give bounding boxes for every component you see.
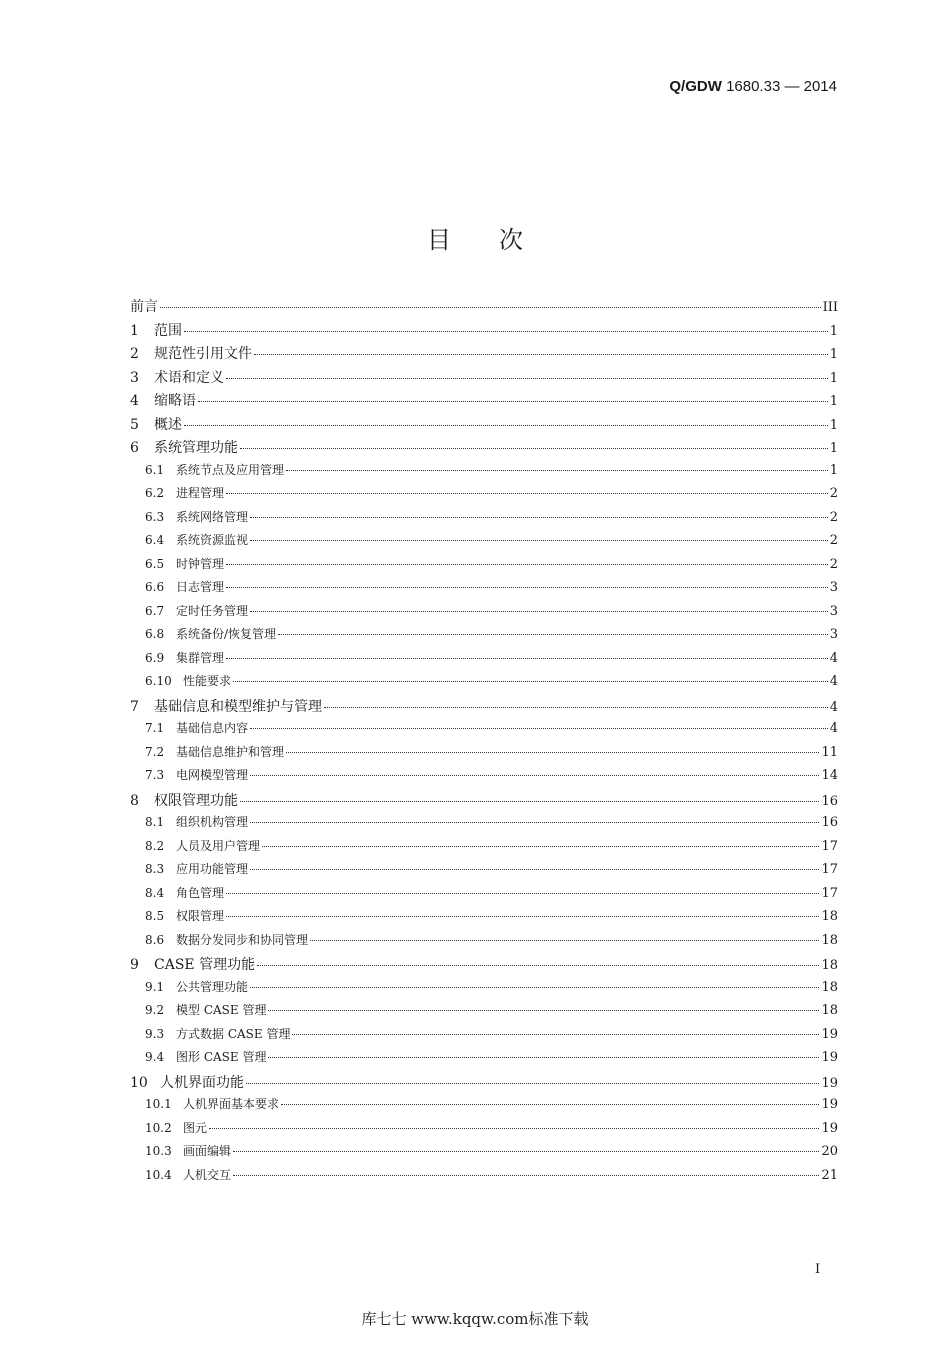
toc-entry-page: 19 — [821, 1097, 838, 1112]
toc-entry-page: III — [822, 300, 838, 315]
toc-entry-label: 人机界面功能 — [160, 1074, 244, 1091]
toc-leader-dots — [233, 680, 828, 682]
toc-entry[interactable] — [130, 1001, 838, 1025]
toc-entry-number: 7 — [130, 698, 139, 715]
toc-entry-label: 范围 — [154, 322, 182, 339]
toc-entry-number: 8.4 — [145, 885, 165, 900]
toc-entry-label: 基础信息维护和管理 — [176, 744, 285, 759]
toc-leader-dots — [226, 492, 828, 494]
toc-entry-label: 前言 — [130, 299, 158, 315]
standard-prefix: Q/GDW — [669, 78, 722, 95]
toc-leader-dots — [250, 774, 819, 776]
toc-entry[interactable] — [130, 672, 838, 696]
toc-leader-dots — [250, 539, 828, 541]
toc-entry-number: 6.9 — [145, 650, 165, 665]
toc-entry-label: 人机界面基本要求 — [183, 1097, 280, 1111]
toc-leader-dots — [292, 1033, 819, 1035]
toc-entry[interactable] — [130, 461, 838, 485]
toc-entry-number: 7.1 — [145, 721, 165, 735]
toc-entry[interactable] — [130, 296, 838, 320]
toc-entry-page: 17 — [821, 862, 838, 877]
toc-entry[interactable] — [130, 954, 838, 978]
toc-leader-dots — [226, 892, 819, 894]
toc-entry-number: 6.6 — [145, 580, 165, 594]
toc-entry-page: 1 — [829, 441, 838, 456]
toc-leader-dots — [281, 1103, 819, 1105]
toc-entry-page: 18 — [821, 958, 838, 973]
toc-title: 目次 — [427, 226, 571, 254]
toc-entry-label: 基础信息和模型维护与管理 — [154, 698, 322, 715]
toc-entry-page: 1 — [829, 394, 838, 409]
toc-leader-dots — [286, 469, 828, 471]
toc-leader-dots — [250, 610, 828, 612]
toc-entry[interactable] — [130, 1048, 838, 1072]
toc-entry-page: 17 — [821, 838, 838, 854]
toc-entry-label: 系统节点及应用管理 — [176, 462, 285, 477]
toc-entry-page: 1 — [829, 417, 838, 433]
toc-entry[interactable] — [130, 1142, 838, 1166]
toc-entry-number: 6.8 — [145, 627, 165, 641]
toc-entry[interactable] — [130, 907, 838, 931]
toc-entry-number: 6.3 — [145, 509, 165, 524]
toc-entry-page: 2 — [829, 533, 838, 548]
toc-leader-dots — [240, 800, 819, 802]
toc-leader-dots — [250, 821, 819, 823]
toc-entry-page: 4 — [829, 650, 838, 666]
toc-leader-dots — [262, 845, 819, 847]
toc-entry-label: 权限管理功能 — [154, 792, 238, 809]
toc-entry-label: 系统网络管理 — [176, 509, 249, 524]
toc-leader-dots — [268, 1009, 819, 1011]
toc-leader-dots — [233, 1150, 819, 1152]
toc-entry-label: 权限管理 — [176, 909, 225, 923]
toc-entry-number: 8.3 — [145, 862, 165, 876]
toc-leader-dots — [286, 751, 819, 753]
toc-entry-label: 角色管理 — [176, 885, 225, 900]
toc-entry-number: 6.5 — [145, 556, 165, 571]
toc-entry-label: 人机交互 — [183, 1167, 232, 1182]
toc-entry-number: 10 — [130, 1074, 148, 1091]
toc-entry-page: 18 — [821, 909, 838, 924]
toc-entry[interactable] — [130, 649, 838, 673]
toc-entry[interactable] — [130, 860, 838, 884]
toc-leader-dots — [226, 377, 828, 379]
toc-entry-page: 2 — [829, 509, 838, 525]
toc-entry-label: 概述 — [154, 416, 182, 433]
toc-entry[interactable] — [130, 367, 838, 391]
toc-entry[interactable] — [130, 437, 838, 461]
toc-leader-dots — [250, 516, 828, 518]
toc-entry-number: 6.10 — [145, 674, 172, 688]
toc-leader-dots — [233, 1174, 819, 1176]
toc-entry-label: 术语和定义 — [154, 369, 224, 386]
toc-leader-dots — [278, 633, 828, 635]
toc-entry[interactable] — [130, 766, 838, 790]
toc-entry-label: 模型 CASE 管理 — [176, 1003, 267, 1017]
toc-entry-number: 6.2 — [145, 486, 165, 500]
toc-leader-dots — [240, 447, 828, 449]
toc-entry-label: 定时任务管理 — [176, 603, 249, 618]
toc-entry-number: 8.1 — [145, 815, 165, 829]
toc-entry-number: 4 — [130, 393, 139, 409]
toc-entry-label: 应用功能管理 — [176, 862, 249, 876]
toc-entry-label: 基础信息内容 — [176, 721, 249, 735]
toc-entry-number: 3 — [130, 369, 139, 386]
toc-entry-label: 画面编辑 — [183, 1144, 232, 1158]
toc-leader-dots — [254, 353, 828, 355]
toc-entry-number: 9.3 — [145, 1026, 165, 1041]
toc-leader-dots — [246, 1082, 819, 1084]
toc-entry[interactable] — [130, 743, 838, 767]
toc-entry-label: 缩略语 — [154, 393, 196, 409]
toc-entry[interactable] — [130, 390, 838, 414]
toc-entry[interactable] — [130, 978, 838, 1002]
toc-entry-number: 6.4 — [145, 533, 165, 547]
toc-entry-number: 8.5 — [145, 909, 165, 923]
toc-entry-page: 19 — [821, 1050, 838, 1065]
toc-leader-dots — [324, 706, 828, 708]
toc-entry-page: 2 — [829, 486, 838, 501]
toc-entry-number: 9.2 — [145, 1003, 165, 1017]
toc-entry-page: 3 — [829, 627, 838, 642]
toc-entry[interactable] — [130, 1166, 838, 1190]
toc-entry-number: 5 — [130, 416, 139, 433]
toc-entry-number: 7.2 — [145, 744, 165, 759]
toc-entry-number: 10.3 — [145, 1144, 172, 1158]
toc-entry-page: 20 — [821, 1144, 838, 1159]
toc-leader-dots — [250, 727, 828, 729]
toc-entry-number: 7.3 — [145, 768, 165, 782]
toc-entry[interactable] — [130, 484, 838, 508]
toc-entry[interactable] — [130, 531, 838, 555]
toc-entry-page: 4 — [829, 699, 838, 715]
toc-entry-page: 1 — [829, 347, 838, 362]
toc-entry[interactable] — [130, 1119, 838, 1143]
toc-entry-label: 系统备份/恢复管理 — [176, 627, 277, 641]
toc-entry-label: 日志管理 — [176, 580, 225, 594]
toc-entry-number: 6.1 — [145, 462, 165, 477]
toc-entry-number: 6.7 — [145, 603, 165, 618]
toc-leader-dots — [198, 400, 828, 402]
toc-entry[interactable] — [130, 602, 838, 626]
toc-entry-page: 2 — [829, 556, 838, 572]
toc-entry-label: 图元 — [183, 1120, 208, 1135]
toc-entry-page: 16 — [821, 793, 838, 809]
toc-entry[interactable] — [130, 884, 838, 908]
table-of-contents — [130, 296, 838, 1189]
toc-entry[interactable] — [130, 837, 838, 861]
toc-entry[interactable] — [130, 555, 838, 579]
toc-entry-number: 8.2 — [145, 838, 165, 853]
toc-entry[interactable] — [130, 813, 838, 837]
toc-entry[interactable] — [130, 320, 838, 344]
toc-entry[interactable] — [130, 1025, 838, 1049]
toc-entry[interactable] — [130, 790, 838, 814]
toc-entry-page: 17 — [821, 885, 838, 901]
toc-entry-label: 公共管理功能 — [176, 979, 249, 994]
toc-entry-number: 9.1 — [145, 979, 165, 994]
toc-entry[interactable] — [130, 625, 838, 649]
toc-entry-page: 4 — [829, 721, 838, 736]
toc-entry-page: 1 — [829, 323, 838, 339]
toc-entry-page: 3 — [829, 580, 838, 595]
toc-leader-dots — [226, 657, 828, 659]
toc-entry-page: 19 — [821, 1026, 838, 1042]
toc-entry-number: 6 — [130, 440, 139, 456]
toc-entry-page: 18 — [821, 1003, 838, 1018]
toc-entry-number: 8.6 — [145, 932, 165, 947]
toc-entry[interactable] — [130, 1095, 838, 1119]
toc-entry-number: 1 — [130, 322, 139, 339]
toc-leader-dots — [226, 915, 819, 917]
toc-entry-number: 10.2 — [145, 1120, 172, 1135]
toc-entry-number: 10.1 — [145, 1097, 172, 1111]
toc-entry-page: 14 — [821, 768, 838, 783]
toc-entry-number: 2 — [130, 346, 139, 362]
toc-leader-dots — [268, 1056, 819, 1058]
toc-entry-page: 19 — [821, 1075, 838, 1091]
toc-leader-dots — [226, 563, 828, 565]
toc-entry-page: 16 — [821, 815, 838, 830]
toc-leader-dots — [226, 586, 828, 588]
toc-entry-page: 18 — [821, 979, 838, 995]
toc-entry-label: 系统管理功能 — [154, 440, 238, 456]
toc-entry-label: 集群管理 — [176, 650, 225, 665]
toc-leader-dots — [257, 964, 819, 966]
toc-entry[interactable] — [130, 931, 838, 955]
toc-entry-number: 9.4 — [145, 1050, 165, 1064]
footer-watermark: 库七七 www.kqqw.com标准下载 — [361, 1310, 589, 1328]
toc-entry[interactable] — [130, 696, 838, 720]
toc-entry-page: 3 — [829, 603, 838, 619]
toc-leader-dots — [250, 986, 819, 988]
standard-code — [669, 78, 837, 95]
toc-entry-label: 进程管理 — [176, 486, 225, 500]
toc-entry-label: 图形 CASE 管理 — [176, 1050, 267, 1064]
toc-entry-label: 性能要求 — [183, 674, 232, 688]
toc-entry-number: 9 — [130, 957, 139, 973]
toc-entry-label: 时钟管理 — [176, 556, 225, 571]
toc-leader-dots — [209, 1127, 819, 1129]
toc-leader-dots — [184, 424, 828, 426]
toc-entry-page: 4 — [829, 674, 838, 689]
toc-entry[interactable] — [130, 343, 838, 367]
toc-entry-page: 1 — [829, 370, 838, 386]
toc-entry-label: 方式数据 CASE 管理 — [176, 1026, 291, 1041]
toc-entry[interactable] — [130, 414, 838, 438]
toc-entry-label: 系统资源监视 — [176, 533, 249, 547]
toc-entry-number: 8 — [130, 792, 139, 809]
toc-leader-dots — [250, 868, 819, 870]
toc-leader-dots — [184, 330, 828, 332]
toc-entry[interactable] — [130, 719, 838, 743]
toc-entry-page: 1 — [829, 462, 838, 478]
toc-entry-page: 19 — [821, 1120, 838, 1136]
toc-entry[interactable] — [130, 578, 838, 602]
toc-entry[interactable] — [130, 1072, 838, 1096]
toc-leader-dots — [160, 306, 821, 308]
toc-entry-label: 人员及用户管理 — [176, 838, 261, 853]
toc-entry-page: 18 — [821, 932, 838, 948]
toc-entry-label: 数据分发同步和协同管理 — [176, 932, 309, 947]
toc-entry-page: 21 — [821, 1167, 838, 1183]
toc-entry-label: 规范性引用文件 — [154, 346, 252, 362]
toc-leader-dots — [310, 939, 819, 941]
toc-entry-label: CASE 管理功能 — [154, 957, 256, 973]
toc-entry-label: 电网模型管理 — [176, 768, 249, 782]
toc-entry-page: 11 — [821, 744, 838, 760]
standard-number: 1680.33 — 2014 — [726, 78, 837, 95]
toc-entry-label: 组织机构管理 — [176, 815, 249, 829]
page-number: I — [815, 1262, 821, 1277]
toc-entry[interactable] — [130, 508, 838, 532]
toc-entry-number: 10.4 — [145, 1167, 172, 1182]
